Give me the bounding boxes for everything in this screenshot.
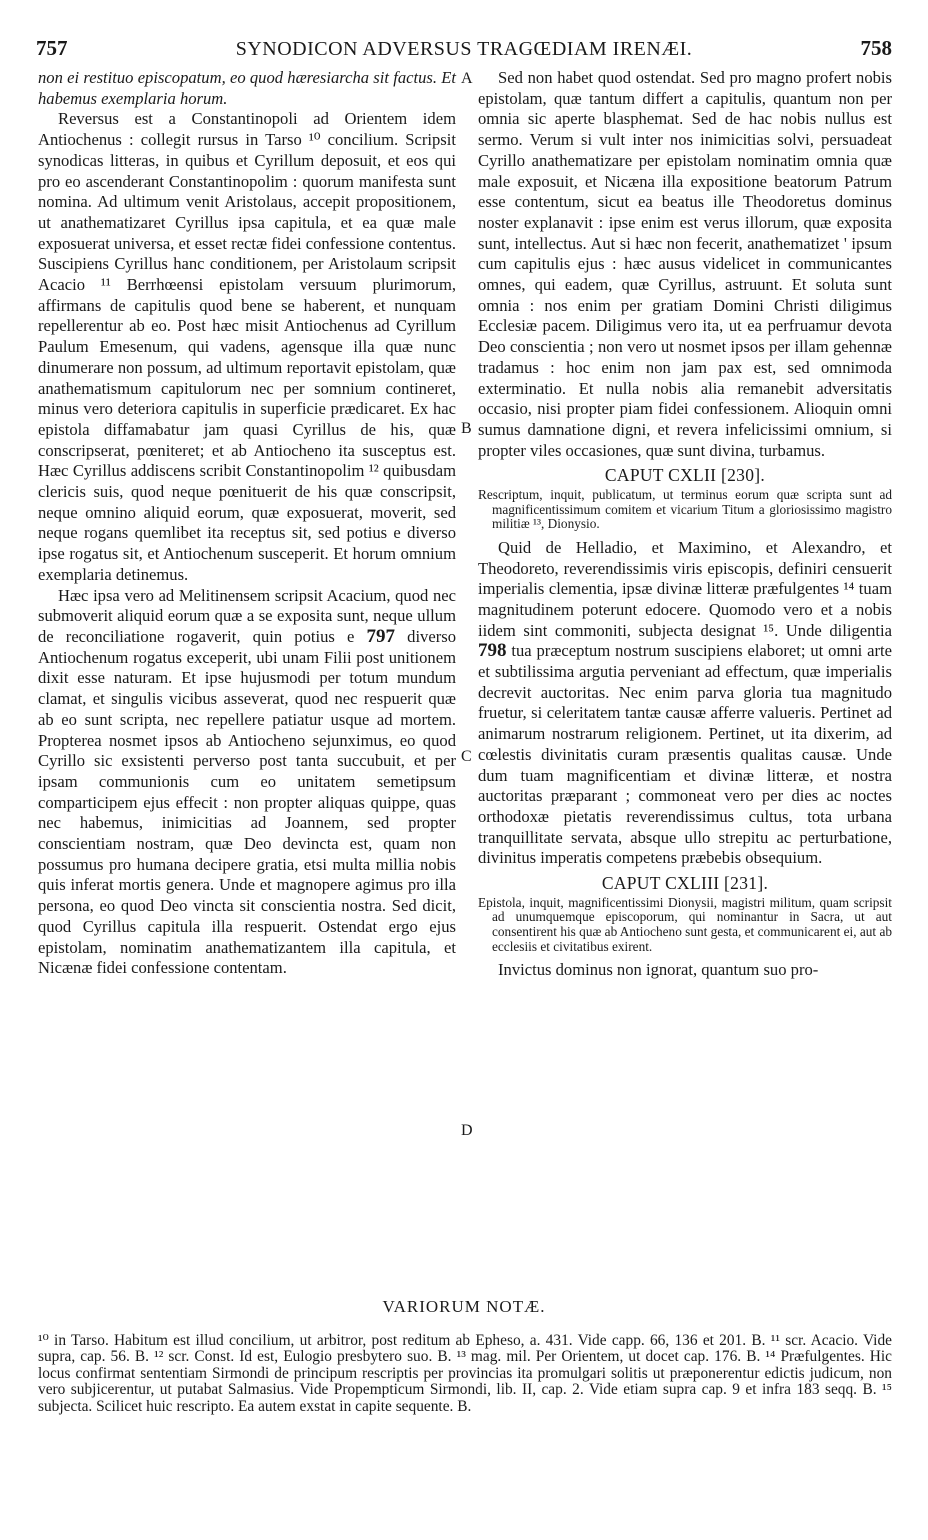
right-column	[478, 68, 892, 981]
chapter-heading: CAPUT CXLII [230].	[604, 465, 766, 486]
left-column	[38, 68, 456, 979]
footnote: ¹⁴ Præfulgentes. Hic locus confirmat sententiam Sirmondi de principum rescriptis per provincias ita promulgari solitis ut præponerentur edictis judicum, non vero subjicerentur, ut putabat Salmasius. Vide Propempticum Sirmondi, lib. II, cap. 2. Vide etiam supra cap. 9 et infra 183 seqq. B.	[38, 1348, 892, 1399]
footnote: ¹³ mag. mil. Per Orientem, ut docet cap. 176. B.	[456, 1348, 761, 1366]
running-header	[36, 36, 892, 66]
right-page-number: 758	[860, 36, 892, 60]
margin-letter-d: D	[461, 1122, 473, 1139]
left-page-number: 757	[36, 36, 68, 60]
footnote: ¹¹ scr. Acacio. Vide supra, cap. 56. B.	[38, 1332, 892, 1366]
column-number-marker: 798	[478, 640, 507, 662]
paragraph: Sed non habet quod ostendat. Sed pro magno profert nobis epistolam, quæ tantum differt a capitulis, quantum non per omnia sic aperte blasphemat. Sed de hac nobis nullus est sermo. Verum si vult inter nos inimicitias solvi, persuadeat Cyrillo anathematizare per epistolam nominatim omnia quæ male exposuit, et Nicæna illa expositione beatorum Patrum esse contentum, sicut ea beatus ille Theodoretus dominus noster explanavit : ipse enim est verus illorum, quæ exposita sunt, intellectus. Aut si hæc non fecerit, anathematizet ' ipsum cum capitulis ejus : hæc ausus videlicet in communicantes omnes, qui eadem, quæ Cyrillus, astruunt. Et soluta sunt omnia : nos enim per gratiam Domini Christi diligimus Ecclesiæ pacem. Diligimus vero ita, ut ea perfruamur devota Deo conscientia ; non vero ut nosmet ipsos per illam gehennæ tradamus : hoc enim non jam pax est, sed omnimoda exterminatio. Et nulla nobis alia remanebit adversitatis occasio, nisi propter piam fidei confessionem. Alioquin omni sumus damnatione digni, et revera infelicissimi omnium, si propter viles occasiones, quæ sunt divina, turbamus.	[478, 68, 892, 460]
column-number-marker: 797	[366, 625, 395, 647]
chapter-summary: Epistola, inquit, magnificentissimi Dionysii, magistri militum, quam scripsit ad unumquemque episcoporum, qui nominantur in Sacra, ut aut consentirent his quæ ab Antiocheno sunt gesta, et communicarent ei, aut ab ecclesiis et civitatibus exirent.	[478, 894, 892, 954]
footnote: ¹⁰ in Tarso. Habitum est illud concilium, ut arbitror, post reditum ab Epheso, a. 431. Vide capp. 66, 136 et 201. B.	[38, 1332, 766, 1349]
running-title: SYNODICON ADVERSUS TRAGŒDIAM IRENÆI.	[235, 38, 693, 60]
notes-title: VARIORUM NOTÆ.	[382, 1297, 546, 1316]
paragraph: Hæc ipsa vero ad Melitinensem scripsit Acacium, quod nec submoverit aliquid eorum quæ a se exposita sunt, neque ullum de reconciliatione rogaverit, quin potius e 797 diverso Antiochenum rogatus exceperit, ubi unam Filii post unitionem dixit esse naturam. Et ipse hujusmodi per totum mundum clamat, et singulis vicibus asseverat, quod nec respuerit quæ ab eo sunt scripta, nec repellere patiatur usque ad mortem. Propterea nosmet ipsos ab Antiocheno sejunximus, eo quod Cyrillo sic exsistenti perverso post tanta succubuit, et per ipsam communionis cum eo unitatem semetipsum comparticipem ejus effecit : non propter aliquas quippe, quas nec habemus, inimicitias ad Joannem, sed propter conscientiam nostram, quæ Deo devincta est, quam non possumus pro humana decipere gratia, etsi multa millia nobis quis inferat mortis genera. Unde et magnopere agimus pro illa persona, eo quod Deo vincta sit conscientia nostra. Sed dicit, quod Cyrillus capitula illa respuerit. Ostendat ergo ejus epistolam, nominatim anathematizantem illa capitula, et Nicænæ fidei confessione contentam.	[38, 585, 456, 978]
margin-letter-a: A	[461, 70, 473, 87]
margin-letter-b: B	[461, 420, 472, 437]
paragraph: Reversus est a Constantinopoli ad Orientem idem Antiochenus : collegit rursus in Tarso ¹⁰ concilium. Scripsit synodicas litteras, in quibus et Cyrillum deposuit, et eos qui pro eo ascenderant Constantinopolim : quorum manifesta sunt nomina. Ad ultimum venit Aristolaus, accepit propositionem, ut anathematizaret Cyrillus ipsa capitula, et ea quæ male exposuerat universa, et esset rectæ fidei confessione contentus. Suscipiens Cyrillus hanc conditionem, per Aristolaum scripsit Acacio ¹¹ Berrhœensi epistolam versuum plurimorum, affirmans de capitulis quod bene se haberent, et nunquam repellerentur ab eo. Post hæc misit Antiochenus ad Cyrillum Paulum Emesenum, qui vadens, agensque illa quæ nunc dinumerare non possum, ad ultimum reportavit epistolam, quæ anathematismum capitulorum nec per somnium contineret, minus vero deteriora capitulis in superficie prædicaret. Ex hac epistola diffamabatur jam quasi Cyrillus de his, quæ conscripserat, pœniteret; et ab Antiocheno ita susceptus est. Hæc Cyrillus addiscens scribit Constantinopolim ¹² quibusdam clericis suis, quod neque pœnituerit de his quæ conscripsit, neque omnino aliquid eorum, quæ exposuerat, moverit, sed neque rogans quemlibet ita receptus sit, sed potius e diverso ipse rogatus sit, et Antiochenum susceperit. Et horum omnium exemplaria detinemus.	[38, 109, 456, 584]
paragraph: Quid de Helladio, et Maximino, et Alexandro, et Theodoreto, reverendissimis viris episcopis, definiri censuerit imperialis clementia, ipsæ divinæ litteræ præfulgentes ¹⁴ tuam magnitudinem poterunt edocere. Quomodo vero et a nobis iidem sint commoniti, subjecta designat ¹⁵. Unde diligentia 798 tua præceptum nostrum suscipiens elaboret; ut omni arte et subtilissima argutia perveniant ad effectum, quæ imperialis decrevit auctoritas. Nec enim parva gloria tua magnitudo fruetur, si celeritatem tantæ causæ afferre valueris. Pertinet ad animarum nostrarum religionem. Pertinet, ut ita dixerim, ad cœlestis divinitatis curam præsentis qualitas causæ. Unde dum tuam magnificentiam et divinæ litteræ, et nostra auctoritas præparant ; commoneat vero per dies ac noctes orthodoxæ pietatis reverendissimus cultus, tota urbana tranquillitate servata, absque ullo strepitu ac perturbatione, divinitus imperatis competens præbebis obsequium.	[478, 537, 892, 868]
footnote: ¹⁵ subjecta. Scilicet huic rescripto. Ea autem exstat in capite sequente. B.	[38, 1381, 892, 1415]
chapter-summary: Rescriptum, inquit, publicatum, ut terminus eorum quæ scripta sunt ad magnificentissimum comitem et vicarium Titum a gloriosissimo magistro militiæ ¹³, Dionysio.	[478, 487, 892, 532]
footnotes	[38, 1333, 892, 1415]
footnote: ¹² scr. Const. Id est, Eulogio presbytero suo. B.	[154, 1348, 452, 1366]
chapter-heading: CAPUT CXLIII [231].	[601, 873, 769, 894]
paragraph: non ei restituo episcopatum, eo quod hæresiarcha sit factus. Et habemus exemplaria horum.	[38, 68, 456, 108]
paragraph: Invictus dominus non ignorat, quantum suo pro-	[498, 960, 819, 980]
margin-letter-c: C	[461, 748, 472, 765]
